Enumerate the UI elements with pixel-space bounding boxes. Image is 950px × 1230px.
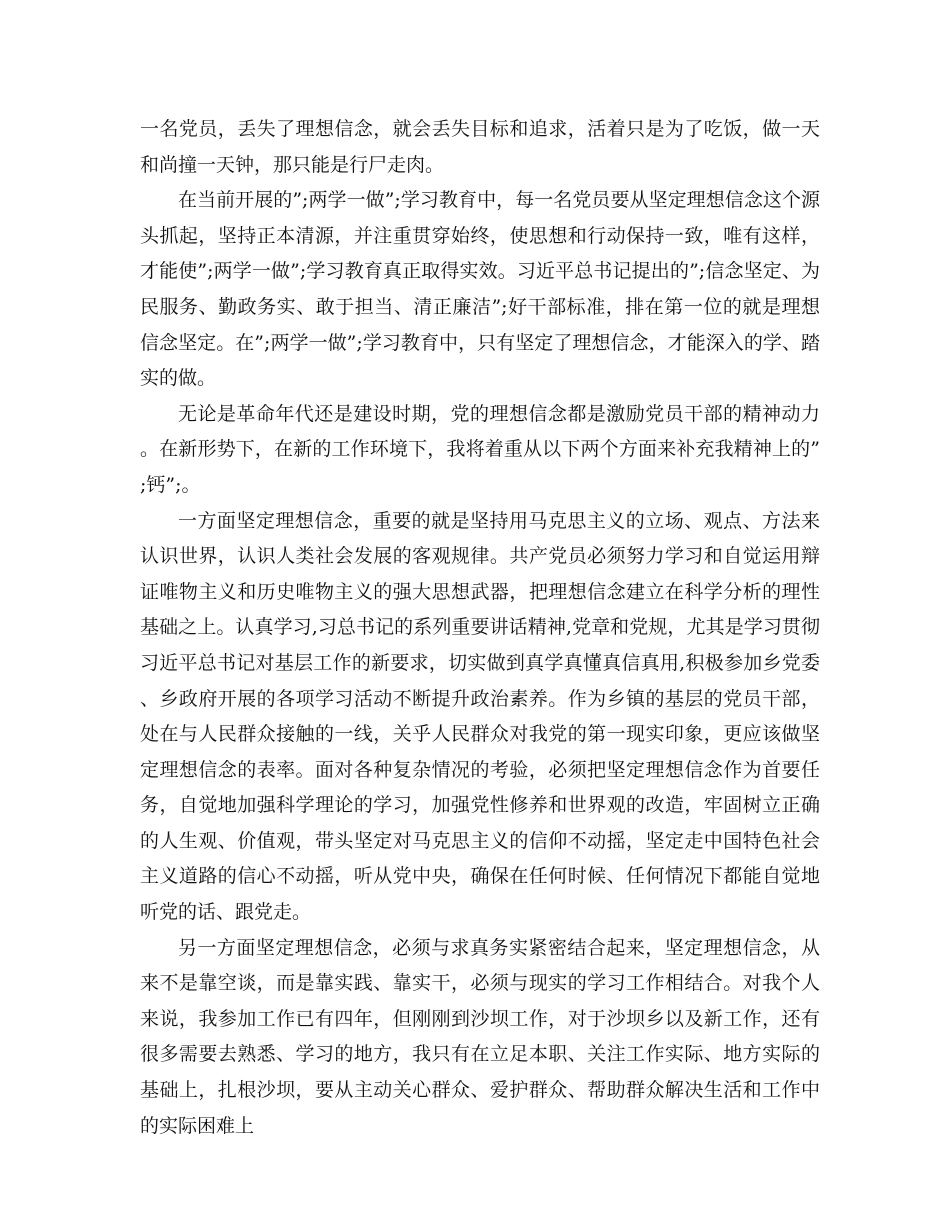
paragraph-3: 无论是革命年代还是建设时期，党的理想信念都是激励党员干部的精神动力。在新形势下，在新的工作环境下，我将着重从以下两个方面来补充我精神上的”;钙”;。	[140, 402, 820, 496]
document-page	[140, 112, 820, 1144]
paragraph-1: 一名党员，丢失了理想信念，就会丢失目标和追求，活着只是为了吃饭，做一天和尚撞一天钟，那只能是行尸走肉。	[140, 118, 820, 176]
paragraph-5: 另一方面坚定理想信念，必须与求真务实紧密结合起来，坚定理想信念，从来不是靠空谈，而是靠实践、靠实干，必须与现实的学习工作相结合。对我个人来说，我参加工作已有四年，但刚刚到沙坝工作，对于沙坝乡以及新工作，还有很多需要去熟悉、学习的地方，我只有在立足本职、关注工作实际、地方实际的基础上，扎根沙坝，要从主动关心群众、爱护群众、帮助群众解决生活和工作中的实际困难上	[140, 936, 820, 1137]
paragraph-4: 一方面坚定理想信念，重要的就是坚持用马克思主义的立场、观点、方法来认识世界，认识人类社会发展的客观规律。共产党员必须努力学习和自觉运用辩证唯物主义和历史唯物主义的强大思想武器，把理想信念建立在科学分析的理性基础之上。认真学习,习总书记的系列重要讲话精神,党章和党规，尤其是学习贯彻习近平总书记对基层工作的新要求，切实做到真学真懂真信真用,积极参加乡党委、乡政府开展的各项学习活动不断提升政治素养。作为乡镇的基层的党员干部，处在与人民群众接触的一线，关乎人民群众对我党的第一现实印象，更应该做坚定理想信念的表率。面对各种复杂情况的考验，必须把坚定理想信念作为首要任务，自觉地加强科学理论的学习，加强党性修养和世界观的改造，牢固树立正确的人生观、价值观，带头坚定对马克思主义的信仰不动摇，坚定走中国特色社会主义道路的信心不动摇，听从党中央，确保在任何时候、任何情况下都能自觉地听党的话、跟党走。	[140, 509, 820, 924]
paragraph-2: 在当前开展的”;两学一做”;学习教育中，每一名党员要从坚定理想信念这个源头抓起，坚持正本清源，并注重贯穿始终，使思想和行动保持一致，唯有这样，才能使”;两学一做”;学习教育真正取得实效。习近平总书记提出的”;信念坚定、为民服务、勤政务实、敢于担当、清正廉洁”;好干部标准，排在第一位的就是理想信念坚定。在”;两学一做”;学习教育中，只有坚定了理想信念，才能深入的学、踏实的做。	[140, 189, 820, 390]
